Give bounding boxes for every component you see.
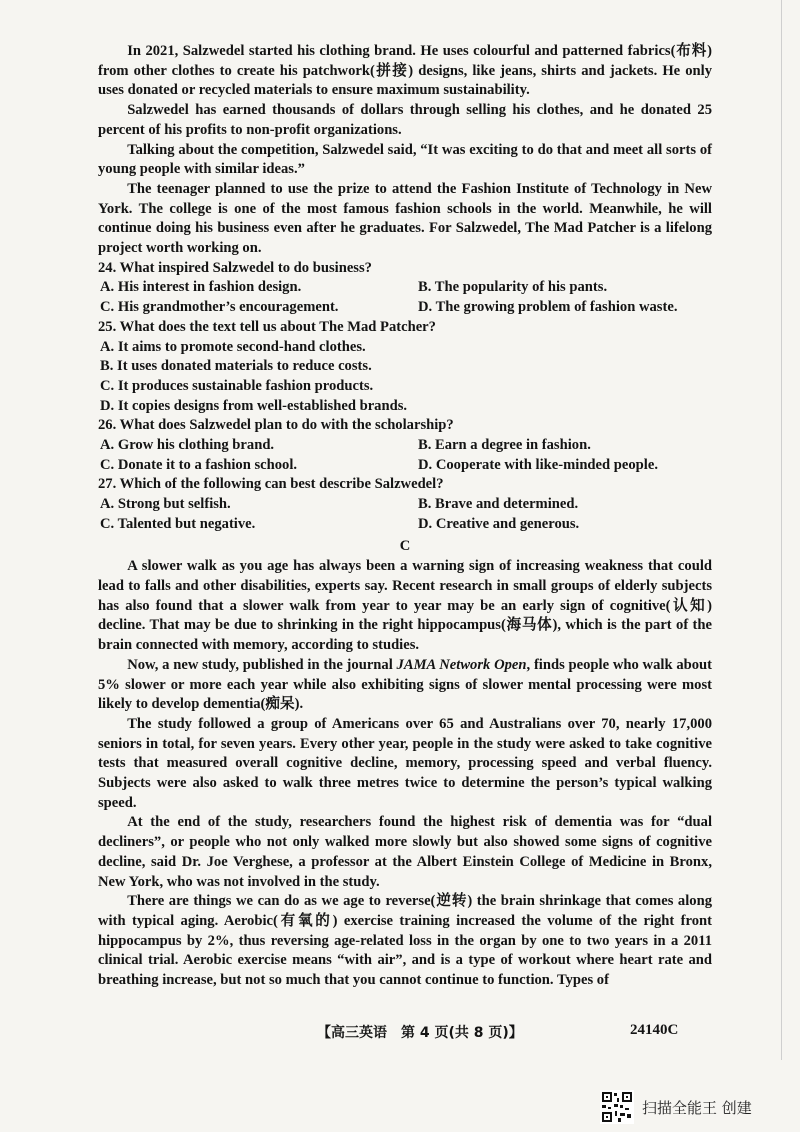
page-footer [0, 1022, 800, 1046]
passage-b-para-3: Talking about the competition, Salzwedel said, “It was exciting to do that and meet all sorts of young people with similar ideas.” [98, 141, 712, 178]
footer-title: 【高三英语 第 4 页(共 8 页)】 [317, 1025, 523, 1041]
question-25 [98, 318, 712, 417]
option-a: A. Strong but selfish. [100, 496, 231, 513]
passage-c-para-1: A slower walk as you age has always been a warning sign of increasing weakness that could lead to falls and other disabilities, experts say. Recent research in small groups of elderly subjects has also found that a slower walk from year to year may be an early sign of cognitive(认知) decline. That may be due to shrinking in the right hippocampus(海马体), which is the part of the brain connected with memory, according to studies. [98, 558, 712, 654]
question-stem: 24. What inspired Salzwedel to do business? [98, 259, 372, 276]
page-edge-line [781, 0, 782, 1060]
option-d: D. Creative and generous. [418, 515, 580, 532]
page-content [98, 42, 712, 991]
exam-code: 24140C [630, 1022, 679, 1038]
section-c-heading: C [399, 537, 411, 554]
option-d: D. Cooperate with like-minded people. [418, 456, 658, 473]
option-d: D. The growing problem of fashion waste. [418, 299, 678, 316]
para-2-start: Now, a new study, published in the journal [127, 656, 397, 673]
option-a: A. Grow his clothing brand. [100, 437, 275, 454]
watermark-text: 扫描全能王 创建 [642, 1098, 752, 1117]
passage-c-para-2 [98, 656, 712, 715]
option-b: B. The popularity of his pants. [418, 279, 608, 296]
option-b: B. Earn a degree in fashion. [418, 437, 591, 454]
option-c: C. Donate it to a fashion school. [100, 456, 298, 473]
option-c: C. His grandmother’s encouragement. [100, 299, 339, 316]
qr-code-icon [600, 1090, 634, 1124]
option-a: A. It aims to promote second-hand clothes. [100, 338, 366, 355]
option-a: A. His interest in fashion design. [100, 279, 302, 296]
passage-c-para-3: The study followed a group of Americans over 65 and Australians over 70, nearly 17,000 seniors in total, for seven years. Every other year, people in the study were asked to take cognitive tests that measured overall cognitive decline, memory, processing speed and verbal fluency. Subjects were also asked to walk three metres twice to determine the person’s typical walking speed. [98, 715, 712, 811]
question-stem: 25. What does the text tell us about The Mad Patcher? [98, 318, 436, 335]
option-d: D. It copies designs from well-established brands. [100, 397, 408, 414]
question-stem: 27. Which of the following can best describe Salzwedel? [98, 476, 444, 493]
passage-b-para-1: In 2021, Salzwedel started his clothing brand. He uses colourful and patterned fabrics(布料) from other clothes to create his patchwork(拼接) designs, like jeans, shirts and jackets. He only uses donated or recycled materials to ensure maximum sustainability. [98, 43, 712, 99]
passage-b-para-4: The teenager planned to use the prize to attend the Fashion Institute of Technology in New York. The college is one of the most famous fashion schools in the world. Meanwhile, he will continue doing his business even after he graduates. For Salzwedel, The Mad Patcher is a lifelong project worth working on. [98, 180, 712, 257]
question-24 [98, 259, 712, 318]
journal-name: JAMA Network Open [396, 656, 527, 673]
passage-b-para-2: Salzwedel has earned thousands of dollars through selling his clothes, and he donated 25 percent of his profits to non-profit organizations. [98, 102, 712, 138]
option-b: B. Brave and determined. [418, 496, 579, 513]
passage-c-para-5: There are things we can do as we age to reverse(逆转) the brain shrinkage that comes along with typical aging. Aerobic(有氧的) exercise training increased the volume of the right front hippocampus by 2%, thus reversing age-related loss in the organ by one to two years in a 2011 clinical trial. Aerobic exercise means “with air”, and is a type of workout where heart rate and breathing increase, but not so much that you cannot continue to function. Types of [98, 893, 712, 989]
option-b: B. It uses donated materials to reduce costs. [100, 358, 372, 375]
question-stem: 26. What does Salzwedel plan to do with the scholarship? [98, 417, 454, 434]
para-2-end: , finds people who walk about 5% slower or more each year while also exhibiting signs of slower mental processing were most likely to develop dementia(痴呆). [98, 656, 713, 713]
question-27 [98, 475, 712, 534]
question-26 [98, 416, 712, 475]
passage-c-para-4: At the end of the study, researchers found the highest risk of dementia was for “dual decliners”, or people who not only walked more slowly but also showed some signs of cognitive decline, said Dr. Joe Verghese, a professor at the Albert Einstein College of Medicine in Bronx, New York, who was not involved in the study. [98, 814, 712, 890]
scanner-watermark [600, 1090, 752, 1124]
option-c: C. Talented but negative. [100, 515, 256, 532]
option-c: C. It produces sustainable fashion products. [100, 377, 374, 394]
